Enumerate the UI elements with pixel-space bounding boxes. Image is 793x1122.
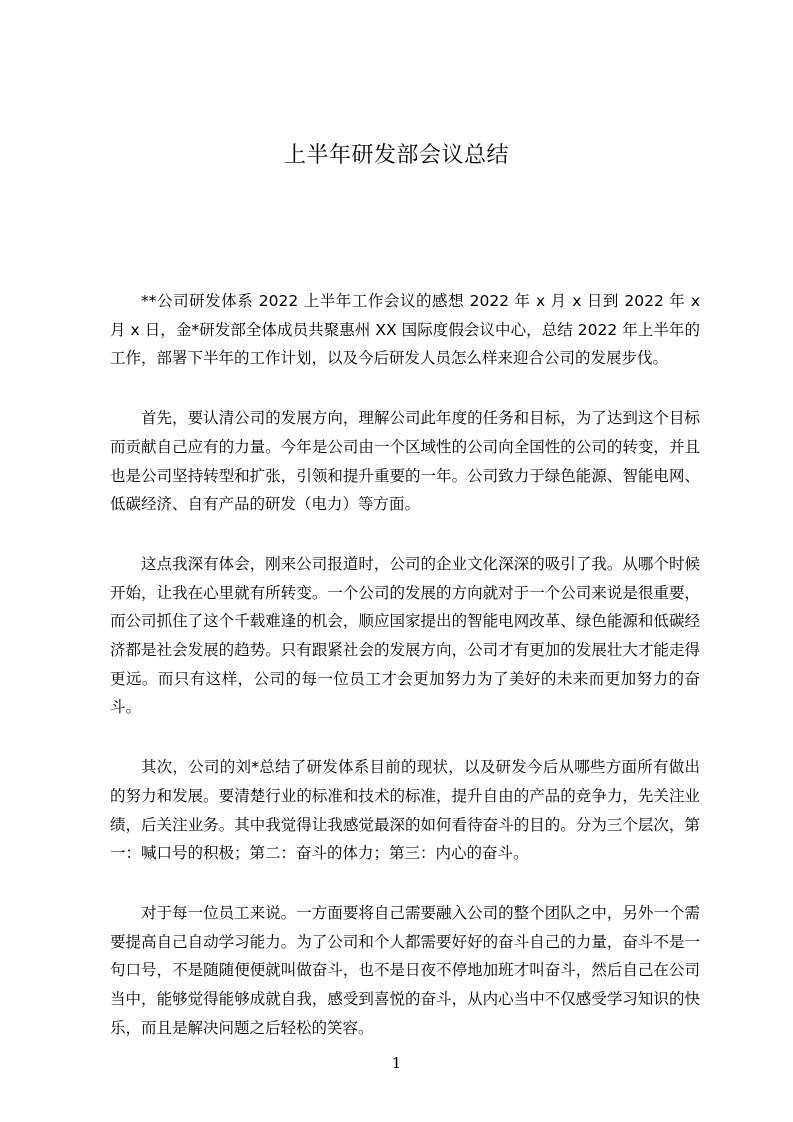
paragraph-1: **公司研发体系 2022 上半年工作会议的感想 2022 年 x 月 x 日到 2022 年 x 月 x 日，金*研发部全体成员共聚惠州 XX 国际度假会议中心，总结 2022 年上半年的工作，部署下半年的工作计划，以及今后研发人员怎么样来迎合公司的发展步伐。 bbox=[110, 292, 700, 368]
paragraph-4: 其次，公司的刘*总结了研发体系目前的现状，以及研发今后从哪些方面所有做出的努力和发展。要清楚行业的标准和技术的标准，提升自由的产品的竞争力，先关注业绩，后关注业务。其中我觉得让我感觉最深的如何看待奋斗的目的。分为三个层次，第一：喊口号的积极；第二：奋斗的体力；第三：内心的奋斗。 bbox=[110, 758, 700, 863]
paragraph-2: 首先，要认清公司的发展方向，理解公司此年度的任务和目标，为了达到这个目标而贡献自己应有的力量。今年是公司由一个区域性的公司向全国性的公司的转变，并且也是公司坚持转型和扩张，引领和提升重要的一年。公司致力于绿色能源、智能电网、低碳经济、自有产品的研发（电力）等方面。 bbox=[110, 409, 700, 514]
document-body bbox=[110, 287, 700, 1073]
paragraph-5: 对于每一位员工来说。一方面要将自己需要融入公司的整个团队之中，另外一个需要提高自己自动学习能力。为了公司和个人都需要好好的奋斗自己的力量，奋斗不是一句口号，不是随随便便就叫做奋斗，也不是日夜不停地加班才叫奋斗，然后自己在公司当中，能够觉得能够成就自我，感受到喜悦的奋斗，从内心当中不仅感受学习知识的快乐，而且是解决问题之后轻松的笑容。 bbox=[110, 903, 700, 1037]
page-number: 1 bbox=[391, 1054, 402, 1072]
paragraph-3: 这点我深有体会，刚来公司报道时，公司的企业文化深深的吸引了我。从哪个时候开始，让我在心里就有所转变。一个公司的发展的方向就对于一个公司来说是很重要，而公司抓住了这个千载难逢的机会，顺应国家提出的智能电网改革、绿色能源和低碳经济都是社会发展的趋势。只有跟紧社会的发展方向，公司才有更加的发展壮大才能走得更远。而只有这样，公司的每一位员工才会更加努力为了美好的未来而更加努力的奋斗。 bbox=[110, 554, 700, 717]
document-title: 上半年研发部会议总结 bbox=[283, 143, 509, 168]
